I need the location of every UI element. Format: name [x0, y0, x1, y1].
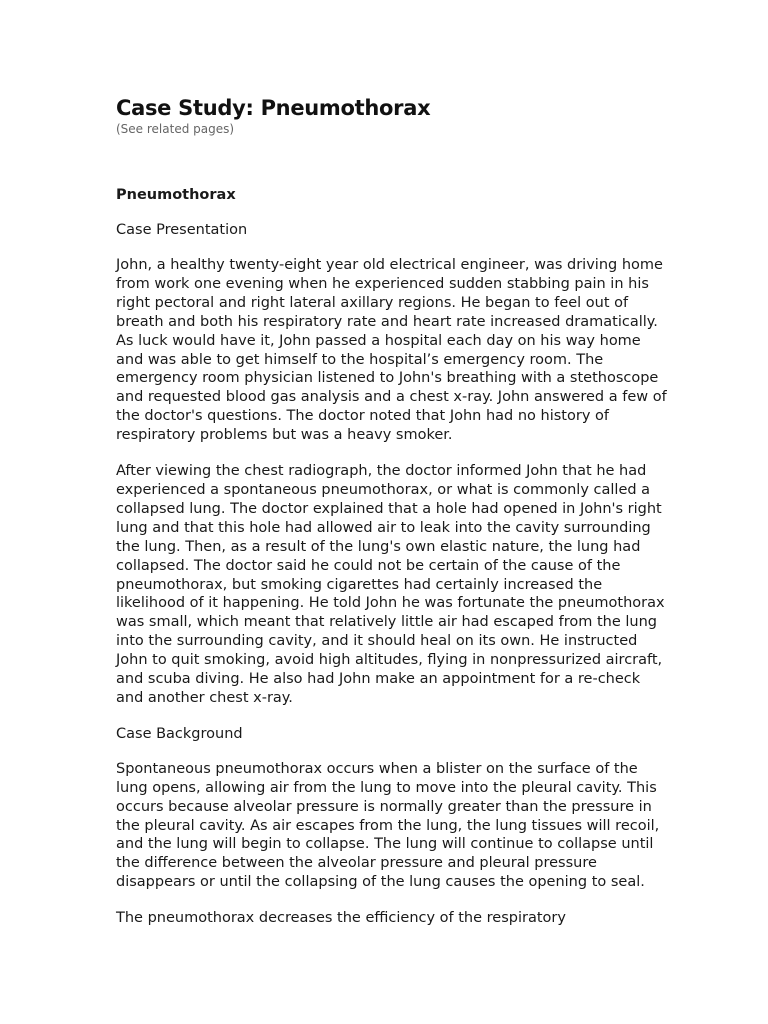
case-presentation-heading: Case Presentation	[116, 222, 248, 238]
case-background-heading: Case Background	[116, 725, 243, 742]
paragraph-case-background-2: The pneumothorax decreases the efficiency of the respiratory	[116, 910, 566, 927]
paragraph-case-presentation-2: After viewing the chest radiograph, the doctor informed John that he had experienced a spontaneous pneumothorax, or what is commonly called a collapsed lung. The doctor explained that a hole had opened in John's right lung and that this hole had allowed air to leak into the cavity surrounding the lung. Then, as a result of the lung's own elastic nature, the lung had collapsed. The doctor said he could not be certain of the cause of the pneumothorax, but smoking cigarettes had certainly increased the likelihood of it happening. He told John he was fortunate the pneumothorax was small, which meant that relatively little air had escaped from the lung into the surrounding cavity, and it should heal on its own. He instructed John to quit smoking, avoid high altitudes, flying in nonpressurized aircraft, and scuba diving. He also had John make an appointment for a re-check and another chest x-ray.	[116, 463, 665, 706]
page-title: Case Study: Pneumothorax	[116, 96, 431, 120]
related-pages-note: (See related pages)	[116, 122, 235, 136]
section-heading: Pneumothorax	[116, 187, 236, 203]
paragraph-case-presentation-1: John, a healthy twenty-eight year old electrical engineer, was driving home from work one evening when he experienced sudden stabbing pain in his right pectoral and right lateral axillary regions. He began to feel out of breath and both his respiratory rate and heart rate increased dramatically. As luck would have it, John passed a hospital each day on his way home and was able to get himself to the hospital’s emergency room. The emergency room physician listened to John's breathing with a stethoscope and requested blood gas analysis and a chest x-ray. John answered a few of the doctor's questions. The doctor noted that John had no history of respiratory problems but was a heavy smoker.	[116, 257, 667, 444]
paragraph-case-background-1: Spontaneous pneumothorax occurs when a blister on the surface of the lung opens, allowing air from the lung to move into the pleural cavity. This occurs because alveolar pressure is normally greater than the pressure in the pleural cavity. As air escapes from the lung, the lung tissues will recoil, and the lung will begin to collapse. The lung will continue to collapse until the difference between the alveolar pressure and pleural pressure disappears or until the collapsing of the lung causes the opening to seal.	[116, 760, 660, 891]
